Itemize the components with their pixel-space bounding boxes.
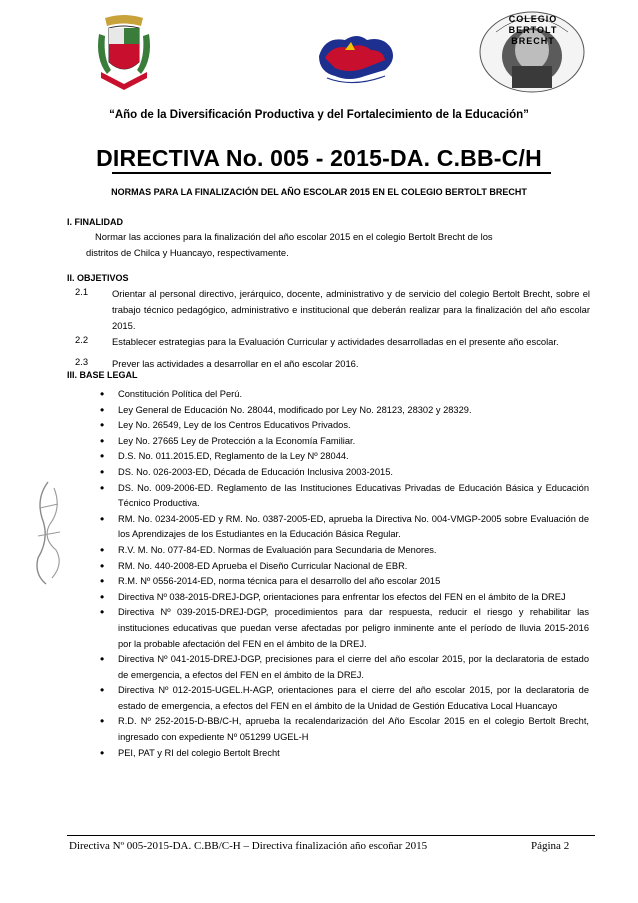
list-item: • Directiva Nº 038-2015-DREJ-DGP, orientaciones para enfrentar los efectos del FEN en el ámbito de la DREJ <box>102 590 589 606</box>
page-subtitle: NORMAS PARA LA FINALIZACIÓN DEL AÑO ESCOLAR 2015 EN EL COLEGIO BERTOLT BRECHT <box>111 187 527 197</box>
finalidad-text-line2: distritos de Chilca y Huancayo, respectivamente. <box>86 247 289 258</box>
list-item: • R.D. Nº 252-2015-D-BB/C-H, aprueba la recalendarización del Año Escolar 2015 en el colegio Bertolt Brecht, ingresado con expediente Nº 051299 UGEL-H <box>102 714 589 745</box>
list-item: • RM. No. 0234-2005-ED y RM. No. 0387-2005-ED, aprueba la Directiva No. 004-VMGP-2005 sobre Evaluación de los Aprendizajes de los Estudiantes en la Educación Básica Regular. <box>102 512 589 543</box>
footer-rule <box>67 835 595 836</box>
list-item: • D.S. No. 011.2015.ED, Reglamento de la Ley Nº 28044. <box>102 449 589 465</box>
footer-page-number: Página 2 <box>531 840 570 852</box>
footer-document-reference: Directiva Nº 005-2015-DA. C.BB/C-H – Directiva finalización año escoñar 2015 <box>69 840 428 852</box>
college-logo-text: COLEGIO BERTOLT BRECHT <box>508 14 558 46</box>
objetivo-text: Establecer estrategias para la Evaluación Curricular y actividades desarrolladas en el presente año escolar. <box>112 336 559 347</box>
list-item: • RM. No. 440-2008-ED Aprueba el Diseño Curricular Nacional de EBR. <box>102 559 589 575</box>
section-heading-base-legal: III. BASE LEGAL <box>67 370 138 380</box>
list-item: • Directiva Nº 039-2015-DREJ-DGP, procedimientos para dar respuesta, reducir el riesgo y rehabilitar las instituciones educativas que puedan verse afectadas por peligro inminente ante el período de lluvia 2015-2016 por la probable afectación del FEN en el ámbito de la DREJ. <box>102 605 589 652</box>
junin-region-logo <box>305 30 400 92</box>
page-title: DIRECTIVA No. 005 - 2015-DA. C.BB-C/H <box>96 145 542 171</box>
finalidad-text-line1: Normar las acciones para la finalización del año escolar 2015 en el colegio Bertolt Brecht de los <box>95 231 493 242</box>
list-item: • Directiva Nº 012-2015-UGEL.H-AGP, orientaciones para el cierre del año escolar 2015, por la declaratoria de estado de emergencia, a efectos del FEN en el ámbito de la Unidad de Gestión Educativa Local Huancayo <box>102 683 589 714</box>
objetivo-text: Prever las actividades a desarrollar en el año escolar 2016. <box>112 358 359 369</box>
year-motto: “Año de la Diversificación Productiva y del Fortalecimiento de la Educación” <box>109 109 529 121</box>
peru-coat-of-arms-logo <box>95 14 153 94</box>
list-item: • Constitución Política del Perú. <box>102 387 589 403</box>
objetivo-number: 2.3 <box>75 356 89 367</box>
list-item: • Ley No. 26549, Ley de los Centros Educativos Privados. <box>102 418 589 434</box>
list-item: • Ley No. 27665 Ley de Protección a la Economía Familiar. <box>102 434 589 450</box>
list-item: • Ley General de Educación No. 28044, modificado por Ley No. 28123, 28302 y 28329. <box>102 403 589 419</box>
section-heading-objetivos: II. OBJETIVOS <box>67 273 129 283</box>
list-item: • DS. No. 009-2006-ED. Reglamento de las Instituciones Educativas Privadas de Educación Básica y Educación Técnico Productiva. <box>102 481 589 512</box>
objetivo-number: 2.1 <box>75 286 89 297</box>
list-item: • PEI, PAT y RI del colegio Bertolt Brecht <box>102 746 589 762</box>
title-underline <box>112 172 551 174</box>
section-heading-finalidad: I. FINALIDAD <box>67 217 123 227</box>
list-item: • R.M. Nº 0556-2014-ED, norma técnica para el desarrollo del año escolar 2015 <box>102 574 589 590</box>
list-item: • Directiva Nº 041-2015-DREJ-DGP, precisiones para el cierre del año escolar 2015, por la declaratoria de estado de emergencia, a efectos del FEN en el ámbito de la DREJ. <box>102 652 589 683</box>
list-item: • DS. No. 026-2003-ED, Década de Educación Inclusiva 2003-2015. <box>102 465 589 481</box>
objetivo-number: 2.2 <box>75 334 89 345</box>
handwritten-signature <box>28 478 70 588</box>
list-item: • R.V. M. No. 077-84-ED. Normas de Evaluación para Secundaria de Menores. <box>102 543 589 559</box>
base-legal-list <box>102 387 589 761</box>
objetivo-text: Orientar al personal directivo, jerárquico, docente, administrativo y de servicio del colegio Bertolt Brecht, sobre el trabajo técnico pedagógico, administrativo e institucional que deberán realizar para la finalización del año escolar 2015. <box>112 288 590 331</box>
